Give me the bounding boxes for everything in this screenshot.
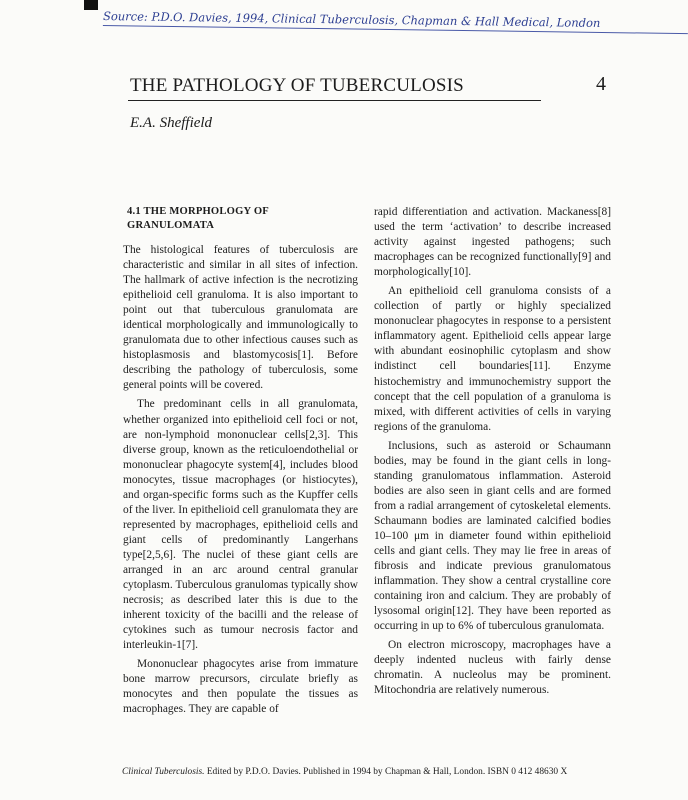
section-title-line2: GRANULOMATA (127, 220, 215, 231)
paragraph: Inclusions, such as asteroid or Schaumann bodies, may be found in the giant cells in long-standing granulomatous inflammation. Asteroid bodies are also seen in giant cells and are formed from a radial arrangement of cytoskeletal elements. Schaumann bodies are laminated calcified bodies 10–100 μm in diameter found within epithelioid cells and giant cells. They may lie free in areas of fibrosis and indicate previous granulomatous inflammation. They show a central crystalline core containing iron and calcium. They are probably of lysosomal origin[12]. They have been reported as occurring in up to 6% of tuberculous granulomata. (374, 439, 611, 633)
scan-corner-mark (84, 0, 98, 10)
paragraph: rapid differentiation and activation. Mackaness[8] used the term ‘activation’ to describe increased activity against ingested pathogens; such macrophages can be recognized functionally[9] and morphologically[10]. (374, 206, 611, 279)
publication-footer (122, 767, 617, 777)
paragraph: An epithelioid cell granuloma consists of a collection of partly or highly specialized mononuclear phagocytes in response to a persistent inflammatory agent. Epithelioid cells appear large with abundant eosinophilic cytoplasm and show indistinct cell boundaries[11]. Enzyme histochemistry and immunochemistry support the concept that the cell population of a granuloma is mixed, with different activities of cells in varying regions of the granuloma. (374, 285, 611, 433)
paragraph: The histological features of tuberculosis are characteristic and similar in all sites of infection. The hallmark of active infection is the necrotizing epithelioid cell granuloma. It is also important to point out that tuberculous granulomata are identical morphologically and immunologically to granulomata due to other infectious causes such as histoplasmosis and blastomycosis[1]. Before describing the pathology of tuberculosis, some general points will be covered. (123, 244, 358, 392)
section-heading (127, 205, 358, 233)
footer-publication-info: Edited by P.D.O. Davies. Published in 1994 by Chapman & Hall, London. ISBN 0 412 48630 X (204, 767, 568, 777)
chapter-author: E.A. Sheffield (130, 115, 213, 131)
right-column (374, 205, 611, 703)
left-column (123, 205, 358, 721)
title-rule (128, 100, 541, 101)
chapter-number: 4 (596, 73, 606, 95)
section-number: 4.1 (127, 206, 141, 217)
paragraph: On electron microscopy, macrophages have a deeply indented nucleus with fairly dense chromatin. A nucleolus may be prominent. Mitochondria are relatively numerous. (374, 639, 611, 697)
section-title-line1: THE MORPHOLOGY OF (143, 206, 269, 217)
paragraph: The predominant cells in all granulomata, whether organized into epithelioid cell foci or not, are non-lymphoid mononuclear cells[2,3]. This diverse group, known as the reticuloendothelial or mononuclear phagocyte system[4], includes blood monocytes, tissue macrophages (or histiocytes), and organ-specific forms such as the Kupffer cells of the liver. In epithelioid cell granulomata they are represented by macrophages, epithelioid cells and giant cells of predominantly Langerhans type[2,5,6]. The nuclei of these giant cells are arranged in an arc around central granular cytoplasm. Tuberculous granulomas typically show necrosis; as described later this is due to the inherent toxicity of the bacilli and the release of cytokines such as tumour necrosis factor and interleukin-1[7]. (123, 398, 358, 652)
paragraph: Mononuclear phagocytes arise from immature bone marrow precursors, circulate briefly as monocytes and then populate the tissues as macrophages. They are capable of (123, 658, 358, 716)
chapter-title: THE PATHOLOGY OF TUBERCULOSIS (130, 75, 464, 96)
footer-book-title: Clinical Tuberculosis. (122, 767, 205, 777)
handwritten-source-note: Source: P.D.O. Davies, 1994, Clinical Tuberculosis, Chapman & Hall Medical, London (103, 9, 688, 34)
